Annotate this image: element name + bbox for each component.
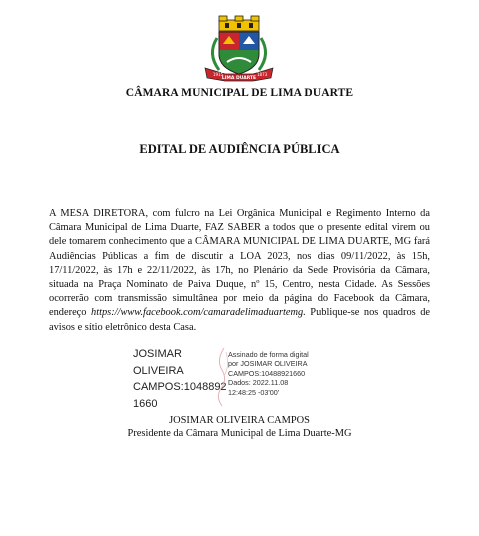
signer-block [0,414,479,440]
document-body [49,207,430,335]
digital-signature-details [228,350,368,397]
signer-role: Presidente da Câmara Municipal de Lima Duarte-MG [127,428,352,439]
sig-meta-line: CAMPOS:10488921660 [228,368,306,378]
municipal-coat-of-arms-icon [197,14,281,84]
crest-banner-center: LIMA DUARTE [221,76,257,81]
sig-meta-line: por JOSIMAR OLIVEIRA [228,359,308,369]
sig-name-line: JOSIMAR [133,348,182,360]
signer-name: JOSIMAR OLIVEIRA CAMPOS [169,415,310,426]
sig-meta-line: Dados: 2022.11.08 [228,378,289,388]
crest-banner-right: 1873 [257,72,268,77]
org-name-heading: CÂMARA MUNICIPAL DE LIMA DUARTE [125,87,354,99]
sig-meta-line: 12:48:25 -03'00' [228,387,280,397]
sig-meta-line: Assinado de forma digital [228,350,309,359]
crest-banner-left: 1915 [213,72,224,77]
facebook-link: https://www.facebook.com/camaradelimaduartemg. [91,307,306,319]
sig-name-line: CAMPOS:1048892 [133,381,227,393]
sig-name-line: OLIVEIRA [133,364,184,377]
sig-name-line: 1660 [133,397,158,410]
body-part-1: A MESA DIRETORA, com fulcro na Lei Orgânica Municipal e Regimento Interno da Câmara Municipal de Lima Duarte, FAZ SABER a todos que o presente edital virem ou dele tomarem conhecimento que a CÂMARA MUNICIPAL DE LIMA DUARTE, MG fará Audiências Públicas a fim de discutir a LOA 2023, nos dias 09/11/2022, às 15h, 17/11/2022, às 17h e 22/11/2022, às 17h, no Plenário da Sede Provisória da Câmara, situada na Praça Nominato de Paiva Duque, nº 15, Centro, nesta Cidade. As Sessões ocorrerão com transmissão simultânea por meio da página do Facebook da Câmara, endereço [49,208,430,319]
document-title: EDITAL DE AUDIÊNCIA PÚBLICA [139,142,340,156]
body-part-2: Publique-se nos quadros de avisos e sítio eletrônico desta Casa. [49,307,431,333]
